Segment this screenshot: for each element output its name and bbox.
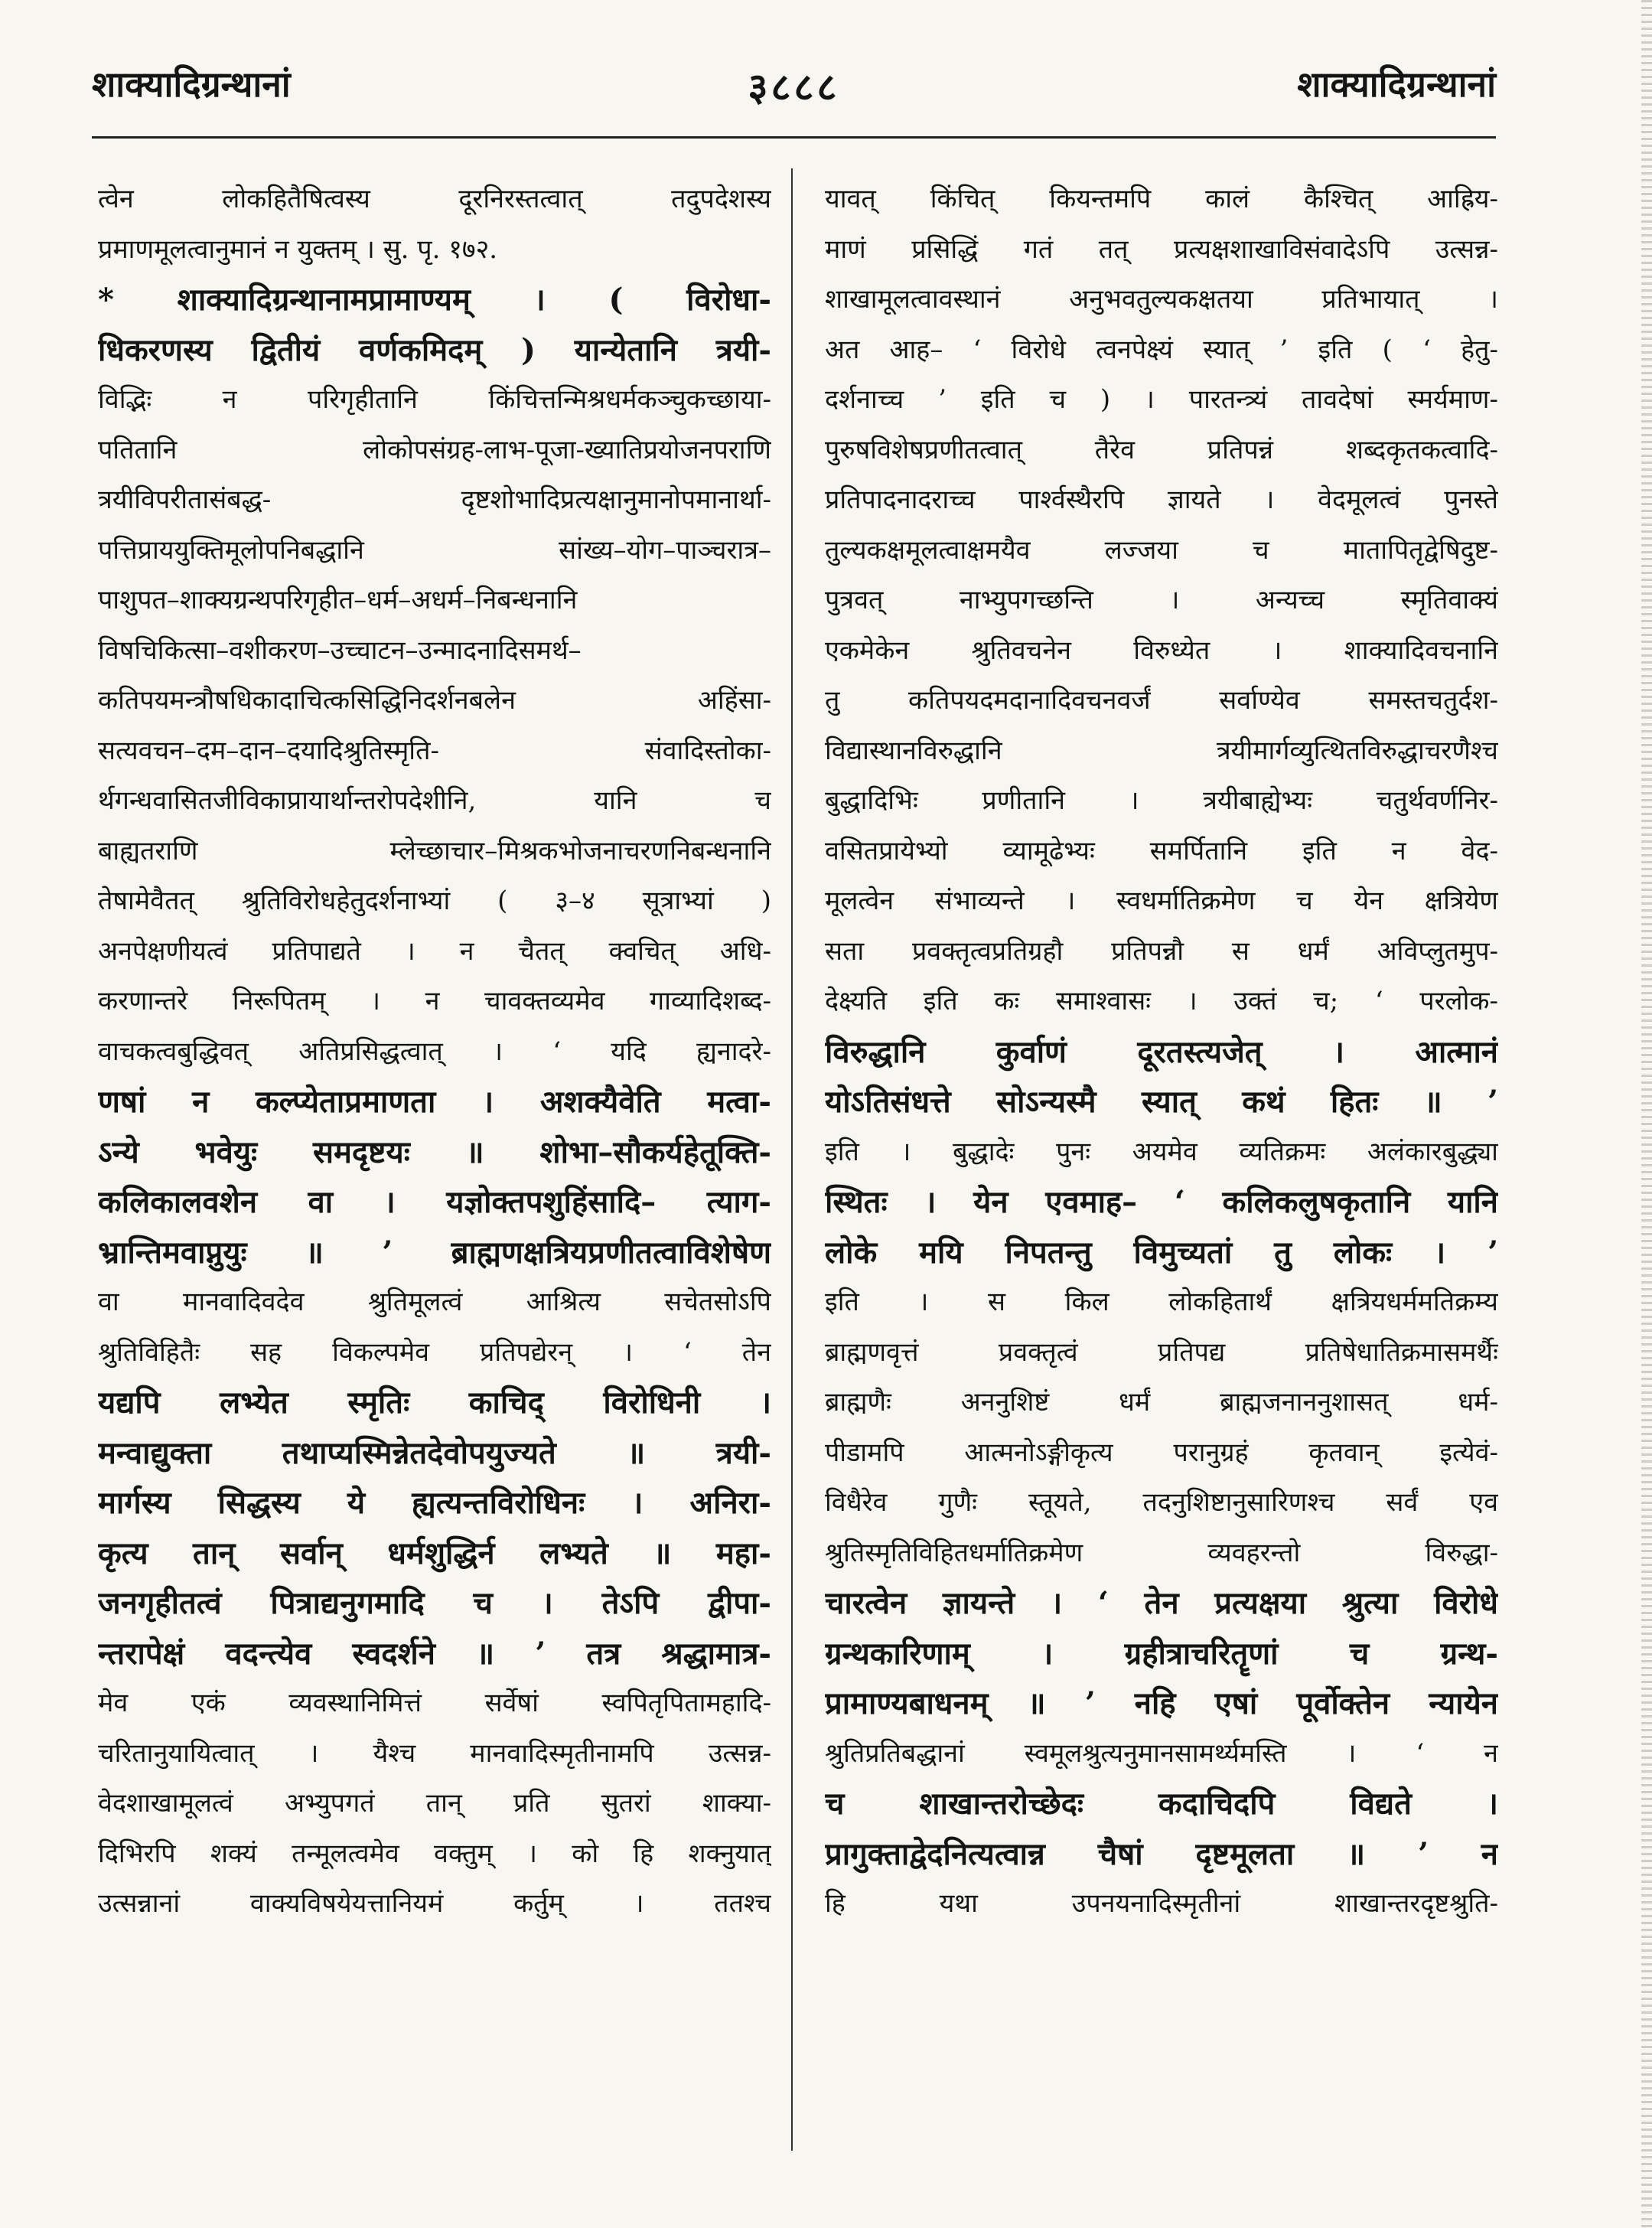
left-column-text-line: करणान्तरे निरूपितम् । न चावक्तव्यमेव गाव्यादिशब्द- [98, 986, 771, 1016]
right-column-text-line: पुरुषविशेषप्रणीतत्वात् तैरेव प्रतिपन्नं शब्दकृतकत्वादि- [825, 434, 1498, 465]
right-column [825, 175, 1498, 1930]
right-column-text-line: तुल्यकक्षमूलत्वाक्षमयैव लज्जया च मातापितृद्वेषिदुष्ट- [825, 534, 1498, 566]
right-column-text-line: प्रतिपादनादराच्च पार्श्वस्थैरपि ज्ञायते । वेदमूलत्वं पुनस्ते [825, 484, 1498, 515]
header-left-title: शाक्यादिग्रन्थानां [92, 64, 291, 105]
right-column-text-line: प्रागुक्ताद्वेदनित्यत्वान्न चैषां दृष्टमूलता ॥ ’ न [825, 1835, 1498, 1872]
left-column-text-line: कलिकालवशेन वा । यज्ञोक्तपशुहिंसादि– त्याग- [98, 1184, 771, 1220]
left-column-text-line: अनपेक्षणीयत्वं प्रतिपाद्यते । न चैतत् क्वचित् अधि- [98, 935, 771, 967]
right-column-text-line: सता प्रवक्तृत्वप्रतिग्रहौ प्रतिपन्नौ स धर्मं अविप्लुतमुप- [825, 935, 1498, 967]
left-column-text-line: र्थगन्धवासितजीविकाप्रायार्थान्तरोपदेशीनि, यानि च [98, 785, 771, 816]
right-column-text-line: अत आह– ‘ विरोधे त्वनपेक्ष्यं स्यात् ’ इति ( ‘ हेतु- [825, 334, 1498, 365]
left-column-text-line: चरितानुयायित्वात् । यैश्च मानवादिस्मृतीनामपि उत्सन्न- [98, 1737, 771, 1769]
left-column-text-line: तेषामेवैतत् श्रुतिविरोधहेतुदर्शनाभ्यां ( ३–४ सूत्राभ्यां ) [98, 886, 771, 916]
right-column-text-line: बुद्धादिभिः प्रणीतानि । त्रयीबाह्येभ्यः चतुर्थवर्णनिर- [825, 785, 1498, 816]
right-column-text-line: ग्रन्थकारिणाम् । ग्रहीत्राचरितॄणां च ग्रन्थ- [825, 1635, 1498, 1672]
right-column-text-line: देक्ष्यति इति कः समाश्वासः । उक्तं च; ‘ परलोक- [825, 986, 1498, 1016]
right-column-text-line: यावत् किंचित् कियन्तमपि कालं कैश्चित् आह्रिय- [825, 184, 1498, 214]
left-column-text-line: पत्तिप्राययुक्तिमूलोपनिबद्धानि सांख्य–योग–पाञ्चरात्र– [98, 534, 771, 566]
left-column-text-line: पतितानि लोकोपसंग्रह-लाभ-पूजा-ख्यातिप्रयोजनपराणि [98, 434, 771, 465]
right-column-text-line: च शाखान्तरोच्छेदः कदाचिदपि विद्यते । [825, 1786, 1498, 1822]
right-column-text-line: प्रामाण्यबाधनम् ॥ ’ नहि एषां पूर्वोक्तेन न्यायेन [825, 1685, 1498, 1721]
left-column-text-line: श्रुतिविहितैः सह विकल्पमेव प्रतिपद्येरन् । ‘ तेन [98, 1336, 771, 1368]
header-right-title: शाक्यादिग्रन्थानां [1297, 64, 1496, 105]
right-column-text-line: विधैरेव गुणैः स्तूयते, तदनुशिष्टानुसारिणश्च सर्वं एव [825, 1487, 1498, 1518]
left-column-text-line: धिकरणस्य द्वितीयं वर्णकमिदम् ) यान्येतानि त्रयी- [98, 331, 771, 368]
left-column-text-line: सत्यवचन–दम–दान–दयादिश्रुतिस्मृति- संवादिस्तोका- [98, 735, 771, 766]
right-column-text-line: शाखामूलत्वावस्थानं अनुभवतुल्यकक्षतया प्रतिभायात् । [825, 284, 1498, 315]
right-column-text-line: एकमेकेन श्रुतिवचनेन विरुध्येत । शाक्यादिवचनानि [825, 634, 1498, 666]
left-column-text-line: णषां न कल्प्येताप्रमाणता । अशक्यैवेति मत्वा- [98, 1084, 771, 1120]
column-divider [791, 168, 793, 2151]
left-column-text-line: वाचकत्वबुद्धिवत् अतिप्रसिद्धत्वात् । ‘ यदि ह्यनादरे- [98, 1036, 771, 1067]
right-column-text-line: योऽतिसंधत्ते सोऽन्यस्मै स्यात् कथं हितः ॥ ’ [825, 1084, 1498, 1120]
header-rule [92, 136, 1496, 139]
right-column-text-line: चारत्वेन ज्ञायन्ते । ‘ तेन प्रत्यक्षया श्रुत्या विरोधे [825, 1585, 1498, 1621]
right-column-text-line: स्थितः । येन एवमाह– ‘ कलिकलुषकृतानि यानि [825, 1184, 1498, 1220]
right-column-text-line: दर्शनाच्च ’ इति च ) । पारतन्त्र्यं तावदेषां स्मर्यमाण- [825, 384, 1498, 415]
left-column-text-line: त्वेन लोकहितैषित्वस्य दूरनिरस्तत्वात् तदुपदेशस्य [98, 184, 771, 214]
left-column-text-line: पाशुपत–शाक्यग्रन्थपरिगृहीत–धर्म–अधर्म–निबन्धनानि [98, 585, 578, 615]
right-column-text-line: विरुद्धानि कुर्वाणं दूरतस्त्यजेत् । आत्मानं [825, 1033, 1498, 1070]
right-column-text-line: ब्राह्मणैः अननुशिष्टं धर्मं ब्राह्मजनाननुशासत् धर्म- [825, 1387, 1498, 1417]
left-column-text-line: वा मानवादिवदेव श्रुतिमूलत्वं आश्रित्य सचेतसोऽपि [98, 1287, 771, 1317]
left-column-text-line: मन्वाद्युक्ता तथाप्यस्मिन्नेतदेवोपयुज्यते ॥ त्रयी- [98, 1434, 771, 1471]
left-column-text-line: विद्भिः न परिगृहीतानि किंचित्तन्मिश्रधर्मकञ्चुकच्छाया- [98, 384, 771, 415]
right-column-text-line: श्रुतिप्रतिबद्धानां स्वमूलश्रुत्यनुमानसामर्थ्यमस्ति । ‘ न [825, 1737, 1498, 1769]
left-column-text-line: दिभिरपि शक्यं तन्मूलत्वमेव वक्तुम् । को हि शक्नुयात् [98, 1838, 771, 1869]
right-column-text-line: लोके मयि निपतन्तु विमुच्यतां तु लोकः । ’ [825, 1234, 1498, 1271]
left-column-text-line: कृत्य तान् सर्वान् धर्मशुद्धिर्न लभ्यते ॥ महा- [98, 1535, 771, 1571]
left-column-text-line: भ्रान्तिमवाप्नुयुः ॥ ’ ब्राह्मणक्षत्रियप्रणीतत्वाविशेषेण [98, 1234, 771, 1271]
left-column-text-line: ऽन्ये भवेयुः समदृष्टयः ॥ शोभा–सौकर्यहेतूक्ति- [98, 1134, 771, 1170]
right-column-text-line: माणं प्रसिद्धिं गतं तत् प्रत्यक्षशाखाविसंवादेऽपि उत्सन्न- [825, 233, 1498, 265]
left-column-text-line: न्तरापेक्षं वदन्त्येव स्वदर्शने ॥ ’ तत्र श्रद्धामात्र- [98, 1635, 771, 1672]
left-column-text-line: मेव एकं व्यवस्थानिमित्तं सर्वेषां स्वपितृपितामहादि- [98, 1688, 771, 1718]
right-column-text-line: हि यथा उपनयनादिस्मृतीनां शाखान्तरदृष्टश्रुति- [825, 1888, 1498, 1919]
right-column-text-line: इति । स किल लोकहितार्थं क्षत्रियधर्ममतिक्रम्य [825, 1287, 1498, 1317]
left-column-text-line: विषचिकित्सा–वशीकरण–उच्चाटन–उन्मादनादिसमर्थ– [98, 634, 582, 666]
page-edge-scan-artifact [1641, 0, 1652, 2228]
left-column-text-line: त्रयीविपरीतासंबद्ध- दृष्टशोभादिप्रत्यक्षानुमानोपमानार्था- [98, 484, 771, 515]
left-column-text-line: प्रमाणमूलत्वानुमानं न युक्तम् । सु. पृ. १७२. [98, 233, 498, 265]
left-column-text-line: मार्गस्य सिद्धस्य ये ह्यत्यन्तविरोधिनः । अनिरा- [98, 1485, 771, 1521]
page-number: ३८८८ [748, 64, 840, 109]
left-column-text-line: बाह्यतराणि म्लेच्छाचार–मिश्रकभोजनाचरणनिबन्धनानि [98, 835, 771, 866]
right-column-text-line: पुत्रवत् नाभ्युपगच्छन्ति । अन्यच्च स्मृतिवाक्यं [825, 585, 1498, 615]
right-column-text-line: वसितप्रायेभ्यो व्यामूढेभ्यः समर्पितानि इति न वेद- [825, 835, 1498, 866]
left-column-text-line: जनगृहीतत्वं पित्राद्यनुगमादि च । तेऽपि द्वीपा- [98, 1585, 771, 1621]
left-column-text-line: * शाक्यादिग्रन्थानामप्रामाण्यम् । ( विरोधा- [98, 282, 771, 318]
left-column-text-line: कतिपयमन्त्रौषधिकादाचित्कसिद्धिनिदर्शनबलेन अहिंसा- [98, 685, 771, 716]
left-column-text-line: उत्सन्नानां वाक्यविषयेयत्तानियमं कर्तुम् । ततश्च [98, 1888, 771, 1919]
right-column-text-line: मूलत्वेन संभाव्यन्ते । स्वधर्मातिक्रमेण च येन क्षत्रियेण [825, 886, 1498, 916]
left-column-text-line: वेदशाखामूलत्वं अभ्युपगतं तान् प्रति सुतरां शाक्या- [98, 1788, 771, 1819]
left-column-text-line: यद्यपि लभ्येत स्मृतिः काचिद् विरोधिनी । [98, 1385, 771, 1421]
right-column-text-line: पीडामपि आत्मनोऽङ्गीकृत्य परानुग्रहं कृतवान् इत्येवं- [825, 1437, 1498, 1468]
right-column-text-line: ब्राह्मणवृत्तं प्रवक्तृत्वं प्रतिपद्य प्रतिषेधातिक्रमासमर्थैः [825, 1336, 1498, 1368]
right-column-text-line: इति । बुद्धादेः पुनः अयमेव व्यतिक्रमः अलंकारबुद्ध्या [825, 1136, 1498, 1167]
running-header [92, 60, 1496, 129]
right-column-text-line: विद्यास्थानविरुद्धानि त्रयीमार्गव्युत्थितविरुद्धाचरणैश्च [825, 735, 1498, 766]
left-column [98, 175, 771, 1930]
right-column-text-line: तु कतिपयदमदानादिवचनवर्जं सर्वाण्येव समस्तचतुर्दश- [825, 685, 1498, 716]
right-column-text-line: श्रुतिस्मृतिविहितधर्मातिक्रमेण व्यवहरन्तो विरुद्धा- [825, 1537, 1498, 1568]
